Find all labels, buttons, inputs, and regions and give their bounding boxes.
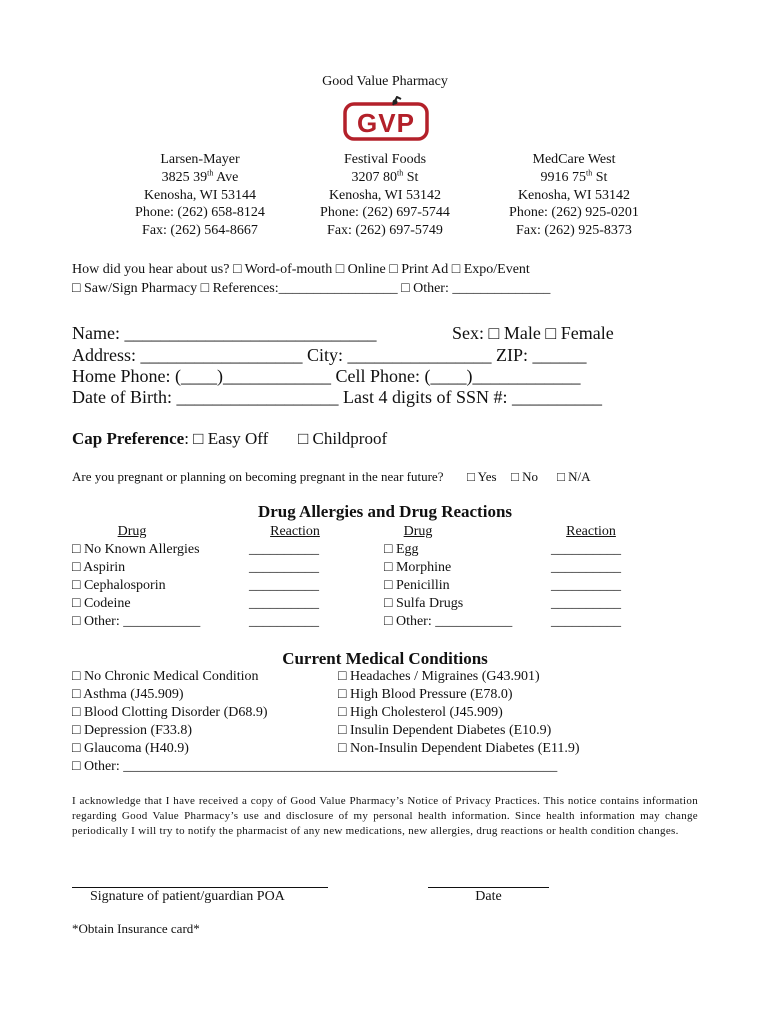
condition-item[interactable]: □ Headaches / Migraines (G43.901) xyxy=(338,669,540,684)
reaction-blank[interactable]: __________ xyxy=(249,614,319,629)
conditions-title: Current Medical Conditions xyxy=(282,649,488,668)
sex-field[interactable]: Sex: □ Male □ Female xyxy=(452,323,614,343)
condition-item[interactable]: □ Glaucoma (H40.9) xyxy=(72,741,189,756)
condition-other-field[interactable]: □ Other: ______________________________________________________________ xyxy=(72,759,558,774)
svg-text:GVP: GVP xyxy=(357,108,415,138)
allergy-item[interactable]: □ Morphine xyxy=(384,560,452,575)
signature-line[interactable] xyxy=(72,887,328,888)
childproof-checkbox[interactable]: □ Childproof xyxy=(298,429,388,448)
gvp-logo xyxy=(343,96,429,142)
condition-item[interactable]: □ Depression (F33.8) xyxy=(72,723,193,738)
allergy-item[interactable]: □ No Known Allergies xyxy=(72,542,200,557)
allergy-item[interactable]: □ Sulfa Drugs xyxy=(384,596,464,611)
reaction-blank[interactable]: __________ xyxy=(551,578,621,593)
allergies-title: Drug Allergies and Drug Reactions xyxy=(257,502,513,521)
location-fax: Fax: (262) 697-5749 xyxy=(327,223,443,239)
location-phone: Phone: (262) 658-8124 xyxy=(135,205,265,221)
dob-ssn-fields[interactable]: Date of Birth: __________________ Last 4 digits of SSN #: __________ xyxy=(72,387,602,407)
location-festival-foods xyxy=(285,151,485,240)
allergies-col-drug-right: Drug xyxy=(403,524,433,539)
date-label: Date xyxy=(475,889,502,904)
allergy-item[interactable]: □ Cephalosporin xyxy=(72,578,166,593)
hear-about-line2[interactable]: □ Saw/Sign Pharmacy □ References:_________________ □ Other: ______________ xyxy=(72,281,551,296)
reaction-blank[interactable]: __________ xyxy=(249,578,319,593)
location-phone: Phone: (262) 925-0201 xyxy=(509,205,639,221)
condition-item[interactable]: □ Asthma (J45.909) xyxy=(72,687,184,702)
allergy-item[interactable]: □ Other: ___________ xyxy=(72,614,201,629)
cap-preference: Cap Preference: □ Easy Off xyxy=(72,429,269,448)
allergies-col-drug-left: Drug xyxy=(117,524,147,539)
insurance-note: *Obtain Insurance card* xyxy=(72,921,200,936)
location-larsen-mayer xyxy=(100,151,300,240)
condition-item[interactable]: □ High Cholesterol (J45.909) xyxy=(338,705,503,720)
pregnancy-no-checkbox[interactable]: □ No xyxy=(511,469,538,484)
signature-label: Signature of patient/guardian POA xyxy=(90,889,285,904)
pregnancy-yes-checkbox[interactable]: □ Yes xyxy=(467,469,497,484)
phone-fields[interactable]: Home Phone: (____)____________ Cell Phone: (____)____________ xyxy=(72,366,581,386)
reaction-blank[interactable]: __________ xyxy=(551,560,621,575)
allergy-item[interactable]: □ Other: ___________ xyxy=(384,614,513,629)
location-street: 3207 80th St xyxy=(351,168,419,185)
location-phone: Phone: (262) 697-5744 xyxy=(320,205,450,221)
location-city: Kenosha, WI 53142 xyxy=(328,187,442,203)
reaction-blank[interactable]: __________ xyxy=(551,542,621,557)
reaction-blank[interactable]: __________ xyxy=(249,560,319,575)
condition-item[interactable]: □ Blood Clotting Disorder (D68.9) xyxy=(72,705,268,720)
allergy-item[interactable]: □ Aspirin xyxy=(72,560,126,575)
address-field[interactable]: Address: __________________ City: ________________ ZIP: ______ xyxy=(72,345,587,365)
pregnancy-question: Are you pregnant or planning on becoming pregnant in the near future? xyxy=(72,469,444,484)
reaction-blank[interactable]: __________ xyxy=(249,596,319,611)
cap-preference-label: Cap Preference xyxy=(72,429,185,448)
hear-about-line1[interactable]: How did you hear about us? □ Word-of-mouth □ Online □ Print Ad □ Expo/Event xyxy=(72,262,530,277)
location-medcare-west xyxy=(474,151,674,240)
allergy-item[interactable]: □ Egg xyxy=(384,542,419,557)
location-fax: Fax: (262) 564-8667 xyxy=(142,223,258,239)
location-name: Larsen-Mayer xyxy=(160,152,240,167)
pharmacy-name: Good Value Pharmacy xyxy=(322,74,448,89)
name-field[interactable]: Name: ____________________________ xyxy=(72,323,377,343)
reaction-blank[interactable]: __________ xyxy=(249,542,319,557)
allergy-item[interactable]: □ Penicillin xyxy=(384,578,450,593)
allergies-col-reaction-right: Reaction xyxy=(566,524,616,539)
location-street: 9916 75th St xyxy=(540,168,608,185)
condition-item[interactable]: □ Insulin Dependent Diabetes (E10.9) xyxy=(338,723,552,738)
date-line[interactable] xyxy=(428,887,549,888)
condition-item[interactable]: □ Non-Insulin Dependent Diabetes (E11.9) xyxy=(338,741,580,756)
easy-off-checkbox[interactable]: □ Easy Off xyxy=(193,429,269,448)
condition-item[interactable]: □ No Chronic Medical Condition xyxy=(72,669,259,684)
pregnancy-na-checkbox[interactable]: □ N/A xyxy=(557,469,591,484)
condition-item[interactable]: □ High Blood Pressure (E78.0) xyxy=(338,687,513,702)
location-fax: Fax: (262) 925-8373 xyxy=(516,223,632,239)
privacy-acknowledgment: I acknowledge that I have received a copy of Good Value Pharmacy’s Notice of Privacy Practices. This notice contains information regarding Good Value Pharmacy’s use and disclosure of my personal health information. Since health information may change periodically I will try to notify the pharmacist of any new medications, new allergies, drug reactions or health condition changes. xyxy=(72,795,698,837)
location-city: Kenosha, WI 53144 xyxy=(143,187,257,203)
allergy-item[interactable]: □ Codeine xyxy=(72,596,131,611)
location-street: 3825 39th Ave xyxy=(161,168,239,185)
reaction-blank[interactable]: __________ xyxy=(551,614,621,629)
location-name: MedCare West xyxy=(532,152,616,167)
location-name: Festival Foods xyxy=(343,152,427,167)
allergies-col-reaction-left: Reaction xyxy=(270,524,320,539)
reaction-blank[interactable]: __________ xyxy=(551,596,621,611)
location-city: Kenosha, WI 53142 xyxy=(517,187,631,203)
